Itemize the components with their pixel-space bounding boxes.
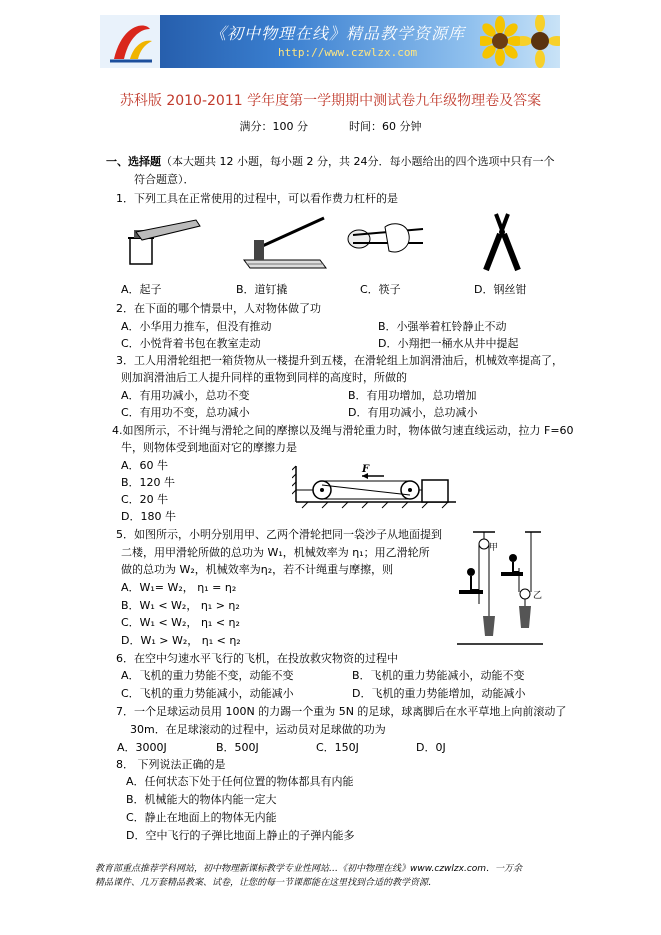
pulley-friction-figure xyxy=(292,462,462,510)
section-heading xyxy=(106,153,554,169)
option-d[interactable]: D．飞机的重力势能增加，动能减小 xyxy=(352,687,526,700)
pulley-jia-label: 甲 xyxy=(489,543,499,553)
exam-title: 苏科版 2010-2011 学年度第一学期期中测试卷九年级物理卷及答案 xyxy=(119,93,542,109)
option-c[interactable]: C．小悦背着书包在教室走动 xyxy=(121,337,261,350)
question-stem: 4.如图所示，不计绳与滑轮之间的摩擦以及绳与滑轮重力时，物体做匀速直线运动，拉力 F=60 xyxy=(112,424,574,437)
option-c[interactable]: C．20 牛 xyxy=(121,493,169,506)
option-b[interactable]: B．飞机的重力势能减小，动能不变 xyxy=(352,669,525,682)
option-d[interactable]: D．有用功减小，总功减小 xyxy=(348,406,478,419)
sunflower-icon xyxy=(480,15,520,68)
question-stem: 6．在空中匀速水平飞行的飞机，在投放救灾物资的过程中 xyxy=(116,652,398,665)
option-c[interactable]: C．150J xyxy=(316,741,359,754)
option-d[interactable]: D．钢丝钳 xyxy=(474,283,527,296)
banner-url[interactable]: http://www.czwlzx.com xyxy=(278,46,418,59)
option-d[interactable]: D．空中飞行的子弹比地面上静止的子弹内能多 xyxy=(126,829,355,842)
question-stem-cont: 牛，则物体受到地面对它的摩擦力是 xyxy=(121,441,297,454)
full-score: 满分：100 分 xyxy=(239,120,308,133)
option-d[interactable]: D．180 牛 xyxy=(121,510,176,523)
question-stem: 2．在下面的哪个情景中，人对物体做了功 xyxy=(116,302,321,315)
option-a[interactable]: A．起子 xyxy=(121,283,162,296)
option-c[interactable]: C．筷子 xyxy=(360,283,401,296)
option-b[interactable]: B．小强举着杠铃静止不动 xyxy=(378,320,507,333)
question-stem-cont: 则加润滑油后工人提升同样的重物到同样的高度时，所做的 xyxy=(121,371,407,384)
option-a[interactable]: A．小华用力推车，但没有推动 xyxy=(121,320,272,333)
question-stem: 7．一个足球运动员用 100N 的力踢一个重为 5N 的足球，球离脚后在水平草地上向前滚动了 xyxy=(116,705,567,718)
option-c[interactable]: C．有用功不变，总功减小 xyxy=(121,406,250,419)
exam-meta xyxy=(0,118,661,134)
option-b[interactable]: B．有用功增加，总功增加 xyxy=(348,389,477,402)
option-b[interactable]: B．120 牛 xyxy=(121,476,176,489)
option-d[interactable]: D．0J xyxy=(416,741,446,754)
exam-time: 时间：60 分钟 xyxy=(349,120,422,133)
page-footer xyxy=(95,862,575,890)
question-stem: 1．下列工具在正常使用的过程中，可以看作费力杠杆的是 xyxy=(116,192,398,205)
option-a[interactable]: A．3000J xyxy=(117,741,167,754)
option-b[interactable]: B．W₁ < W₂， η₁ > η₂ xyxy=(121,599,240,612)
footer-line: 教育部重点推荐学科网站，初中物理新课标教学专业性网站…《初中物理在线》www.czwlzx.com．一万余 xyxy=(95,864,523,874)
section-title: 一、选择题 xyxy=(106,155,161,168)
option-a[interactable]: A．W₁= W₂， η₁ = η₂ xyxy=(121,581,237,594)
pulley-yi-label: 乙 xyxy=(533,591,543,601)
sunflower-icon xyxy=(520,15,560,68)
site-logo xyxy=(100,15,160,68)
chopsticks-figure xyxy=(345,215,425,265)
bottle-opener-figure xyxy=(126,210,206,270)
section-instructions-cont: 符合题意）． xyxy=(134,173,195,186)
site-banner xyxy=(100,15,560,68)
option-c[interactable]: C．静止在地面上的物体无内能 xyxy=(126,811,277,824)
question-stem-cont: 二楼，用甲滑轮所做的总功为 W₁，机械效率为 η₁；用乙滑轮所 xyxy=(121,546,430,559)
option-a[interactable]: A．飞机的重力势能不变，动能不变 xyxy=(121,669,294,682)
option-b[interactable]: B．500J xyxy=(216,741,259,754)
option-c[interactable]: C．飞机的重力势能减小，动能减小 xyxy=(121,687,294,700)
option-a[interactable]: A．60 牛 xyxy=(121,459,169,472)
option-c[interactable]: C．W₁ < W₂， η₁ < η₂ xyxy=(121,616,240,629)
question-stem: 3．工人用滑轮组把一箱货物从一楼提升到五楼，在滑轮组上加润滑油后，机械效率提高了， xyxy=(116,354,563,367)
option-a[interactable]: A．有用功减小，总功不变 xyxy=(121,389,250,402)
footer-line: 精品课件、几万套精品教案、试卷，让您的每一节课都能在这里找到合适的教学资源． xyxy=(95,878,438,888)
question-stem-cont: 做的总功为 W₂，机械效率为η₂，若不计绳重与摩擦，则 xyxy=(121,563,394,576)
section-instructions: （本大题共 12 小题，每小题 2 分，共 24分．每小题给出的四个选项中只有一个 xyxy=(161,155,555,168)
option-d[interactable]: D．W₁ > W₂， η₁ < η₂ xyxy=(121,634,241,647)
option-a[interactable]: A．任何状态下处于任何位置的物体都具有内能 xyxy=(126,775,354,788)
banner-title: 《初中物理在线》精品教学资源库 xyxy=(210,24,466,43)
option-b[interactable]: B．机械能大的物体内能一定大 xyxy=(126,793,277,806)
force-label: F xyxy=(362,464,370,475)
question-stem: 5．如图所示，小明分别用甲、乙两个滑轮把同一袋沙子从地面提到 xyxy=(116,528,442,541)
nail-puller-figure xyxy=(240,210,330,270)
two-pulleys-figure xyxy=(455,528,545,650)
wire-pliers-figure xyxy=(478,210,528,275)
question-stem: 8． 下列说法正确的是 xyxy=(116,758,226,771)
option-d[interactable]: D．小翔把一桶水从井中提起 xyxy=(378,337,519,350)
option-b[interactable]: B．道钉撬 xyxy=(236,283,288,296)
question-stem-cont: 30m．在足球滚动的过程中，运动员对足球做的功为 xyxy=(130,723,386,736)
